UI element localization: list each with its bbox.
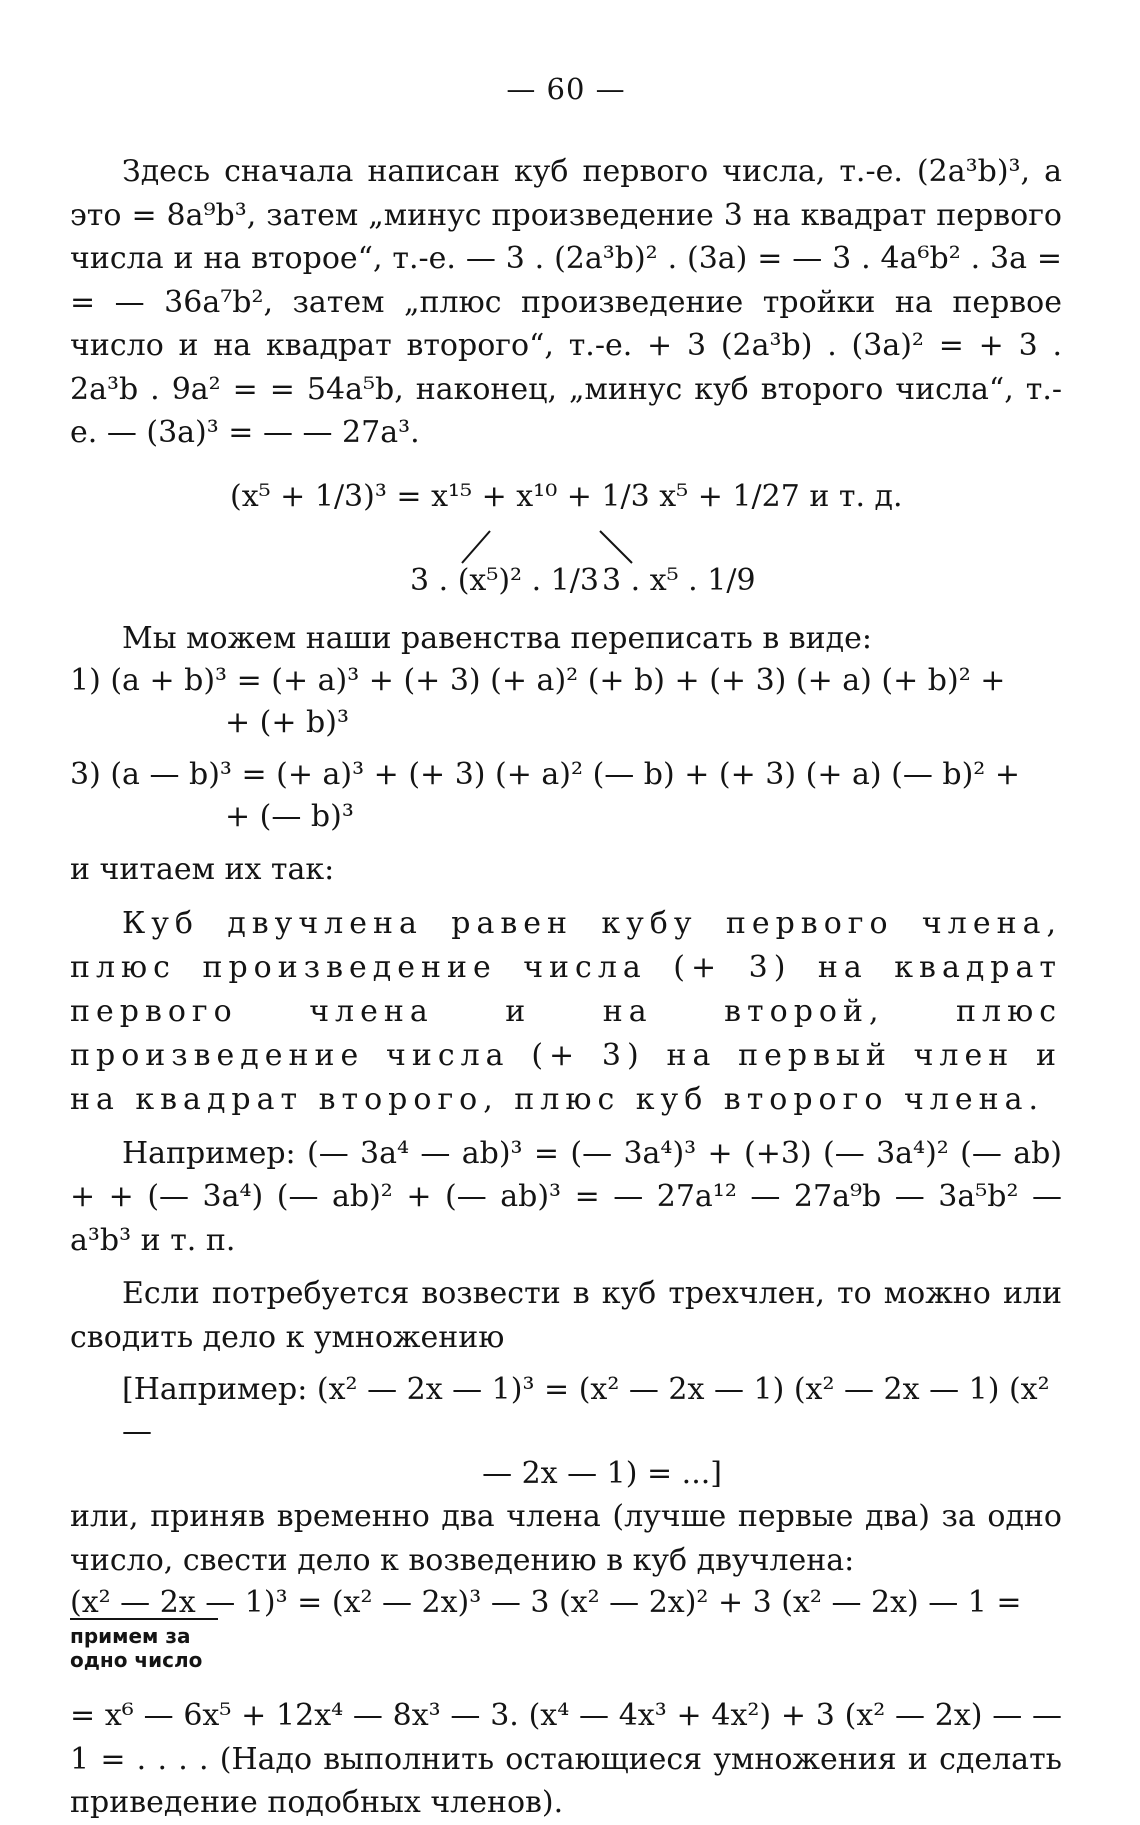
paragraph-or: или, приняв временно два члена (лучше первые два) за одно число, свести дело к возведению в куб двучлена: [70,1499,1062,1578]
formula-3 [70,754,1062,838]
example-equation: (x⁵ + 1/3)³ = x¹⁵ + x¹⁰ + 1/3 x⁵ + 1/27 и т. д. [230,478,903,514]
formula-1-line-2: + (+ b)³ [225,705,349,740]
paragraph-example-2: Например: (— 3a⁴ — ab)³ = (— 3a⁴)³ + (+3) (— 3a⁴)² (— ab) + + (— 3a⁴) (— ab)² + (— ab)³ = — 27a¹² — 27a⁹b — 3a⁵b² — a³b³ и т. п. [70,1135,1062,1258]
underline-rule [70,1618,218,1620]
paragraph-trinomial: Если потребуется возвести в куб трехчлен, то можно или сводить дело к умножению [70,1276,1062,1355]
final-formula-continuation: = x⁶ — 6x⁵ + 12x⁴ — 8x³ — 3. (x⁴ — 4x³ + 4x²) + 3 (x² — 2x) — — 1 = . . . . (Надо выполнить остающиеся умножения и сделать приведение подобных членов). [70,1698,1062,1820]
paragraph-rewrite: Мы можем наши равенства переписать в виде: [122,620,872,656]
formula-3-line-2: + (— b)³ [225,799,354,834]
final-formula-line-1: (x² — 2x — 1)³ = (x² — 2x)³ — 3 (x² — 2x)² + 3 (x² — 2x) — 1 = [70,1585,1022,1620]
example-equation-block [70,459,1062,609]
equation-annotation-2: 3 . x⁵ . 1/9 [602,562,756,598]
equation-annotation-1: 3 . (x⁵)² . 1/3 [410,562,599,598]
bracket-example-line-2: — 2x — 1) = ...] [482,1456,722,1491]
rule-statement: Куб двучлена равен кубу первого члена, плюс произведение числа (+ 3) на квадрат первого члена и на второй, плюс произведение числа (+ 3) на первый член и на квадрат второго, плюс куб второго члена. [70,905,1062,1117]
paragraph-read-as: и читаем их так: [70,852,335,887]
note-row [70,1624,1062,1694]
bracket-example [70,1369,1062,1495]
paragraph-intro: Здесь сначала написан куб первого числа, т.-е. (2a³b)³, а это = 8a⁹b³, затем „минус произведение 3 на квадрат первого числа и на второе“, т.-е. — 3 . (2a³b)² . (3a) = — 3 . 4a⁶b² . 3a = = — 36a⁷b², затем „плюс произведение тройки на первое число и на квадрат второго“, т.-е. + 3 (2a³b) . (3a)² = + 3 . 2a³b . 9a² = = 54a⁵b, наконец, „минус куб второго числа“, т.-е. — (3a)³ = — — 27a³. [70,154,1062,450]
page-number: — 60 — [506,72,626,106]
formula-3-line-1: 3) (a — b)³ = (+ a)³ + (+ 3) (+ a)² (— b) + (+ 3) (+ a) (— b)² + [70,757,1020,792]
formula-1 [70,660,1062,744]
formula-1-line-1: 1) (a + b)³ = (+ a)³ + (+ 3) (+ a)² (+ b) + (+ 3) (+ a) (+ b)² + [70,663,1006,698]
bracket-example-line-1: [Например: (x² — 2x — 1)³ = (x² — 2x — 1) (x² — 2x — 1) (x² — [122,1372,1050,1449]
side-note: примем за одно число [70,1624,203,1672]
